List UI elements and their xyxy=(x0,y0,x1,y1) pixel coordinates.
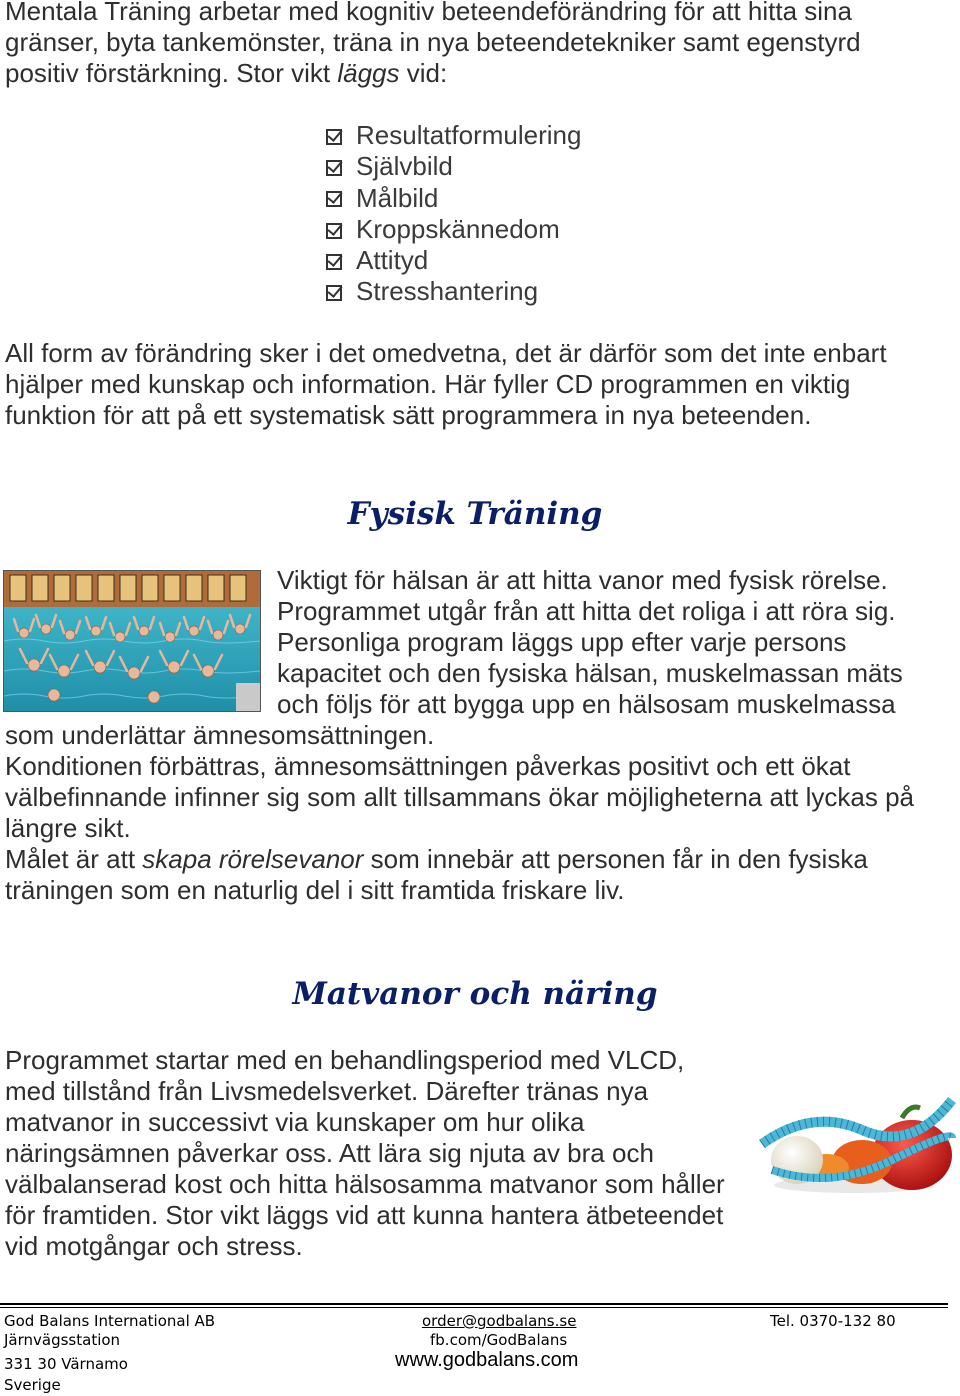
checked-box-icon xyxy=(326,223,342,239)
checklist-item xyxy=(326,120,581,151)
footer-street: Järnvägsstation xyxy=(4,1331,121,1349)
checklist-item xyxy=(326,214,581,245)
footer-rule xyxy=(0,1303,948,1305)
intro-paragraph xyxy=(5,0,925,89)
intro-text-end: vid: xyxy=(399,58,448,88)
checklist-item xyxy=(326,151,581,182)
fysisk-text-1: Viktigt för hälsan är att hitta vanor med fysisk rörelse. Programmet utgår från att hitta det roliga i att röra sig. Personliga program läggs upp efter varje persons kapacitet och den fysiska hälsan, muskelmassan mäts och följs för att bygga upp en hälsosam muskelmassa som underlättar ämnesomsättningen. xyxy=(5,565,903,750)
fysisk-italic: skapa rörelsevanor xyxy=(142,844,364,874)
focus-checklist xyxy=(326,120,581,308)
checklist-item xyxy=(326,183,581,214)
checklist-item xyxy=(326,276,581,307)
fysisk-text-2: Konditionen förbättras, ämnesomsättningen påverkas positivt och ett ökat välbefinnande infinner sig som allt tillsammans ökar möjligheterna att lyckas på längre sikt. xyxy=(5,751,914,843)
footer-postal: 331 30 Värnamo xyxy=(4,1355,128,1373)
footer-website[interactable]: www.godbalans.com xyxy=(395,1349,579,1371)
checklist-label: Kroppskännedom xyxy=(356,213,560,244)
footer-email-line xyxy=(422,1311,576,1332)
checklist-label: Resultatformulering xyxy=(356,120,582,150)
fysisk-body xyxy=(5,565,935,906)
footer-phone: Tel. 0370-132 80 xyxy=(770,1312,896,1330)
checked-box-icon xyxy=(326,285,342,301)
vegetables-tape-image xyxy=(752,1060,957,1200)
footer-country: Sverige xyxy=(4,1376,61,1394)
footer-facebook[interactable]: fb.com/GodBalans xyxy=(430,1331,568,1349)
checklist-label: Självbild xyxy=(356,151,453,182)
checked-box-icon xyxy=(326,129,342,145)
fysisk-text-3: Målet är att xyxy=(5,844,143,874)
checklist-label: Attityd xyxy=(356,245,429,276)
mat-paragraph: Programmet startar med en behandlingsperiod med VLCD, med tillstånd från Livsmedelsverket. Därefter tränas nya matvanor in successivt via kunskaper om hur olika näringsämnen påverkar oss. Att lära sig njuta av bra och välbalanserad kost och hitta hälsosamma matvanor som håller för framtiden. Stor vikt läggs vid att kunna hantera ätbeteendet vid motgångar och stress. xyxy=(5,1045,725,1261)
fysisk-text-3-end: som innebär att personen får in den fysiska träningen som en naturlig del i sitt framtida friskare liv. xyxy=(5,844,868,905)
checklist-label: Målbild xyxy=(356,182,439,213)
footer-rule-thin xyxy=(0,1307,948,1308)
checked-box-icon xyxy=(326,191,342,207)
section-heading-mat: Matvanor och näring xyxy=(292,976,658,1012)
checklist-label: Stresshantering xyxy=(356,276,539,307)
footer-company: God Balans International AB xyxy=(4,1312,216,1330)
checklist-item xyxy=(326,245,581,276)
intro-italic: läggs xyxy=(337,58,400,88)
intro-text: Mentala Träning arbetar med kognitiv beteendeförändring för att hitta sina gränser, byta tankemönster, träna in nya beteendetekniker samt egenstyrd positiv förstärkning. Stor vikt xyxy=(5,0,861,88)
section-heading-fysisk: Fysisk Träning xyxy=(347,496,603,532)
email-link[interactable]: order@godbalans.se xyxy=(422,1312,577,1330)
checked-box-icon xyxy=(326,254,342,270)
cd-paragraph: All form av förändring sker i det omedvetna, det är därför som det inte enbart hjälper med kunskap och information. Här fyller CD programmen en viktig funktion för att på ett systematisk sätt programmera in nya beteenden. xyxy=(5,338,887,430)
checked-box-icon xyxy=(326,160,342,176)
